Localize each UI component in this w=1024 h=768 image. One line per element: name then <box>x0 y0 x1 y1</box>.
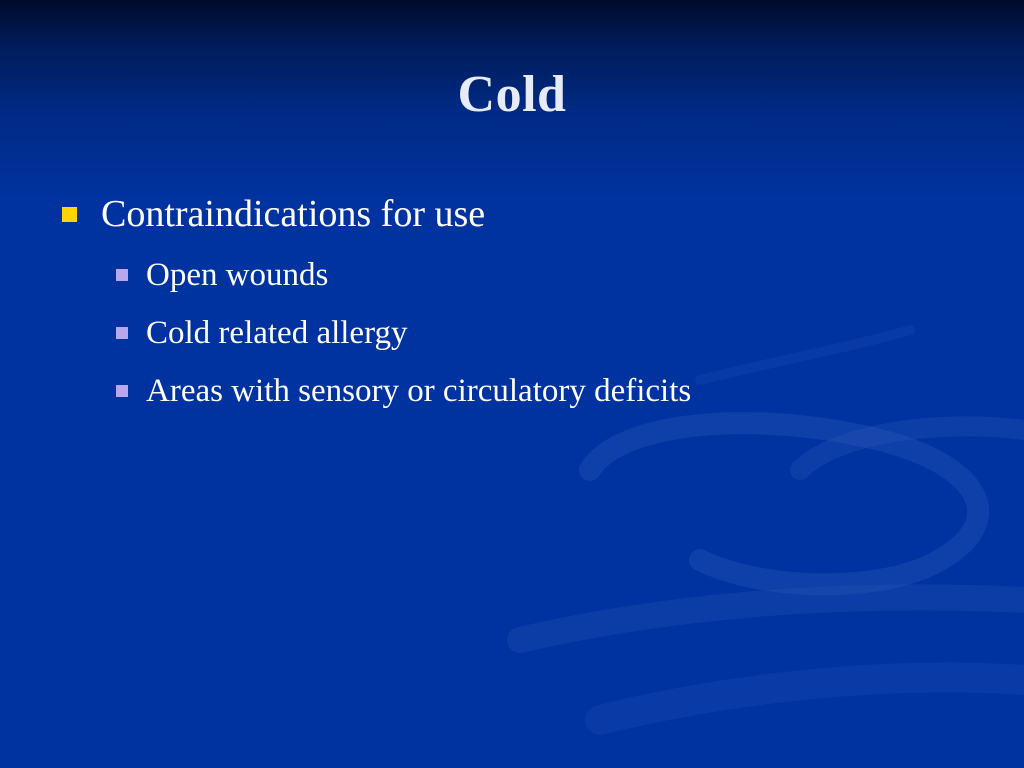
square-bullet-icon <box>116 327 128 339</box>
sub-bullet-text: Open wounds <box>146 256 329 293</box>
swirl-band-3 <box>520 597 1024 640</box>
sub-bullet-text: Areas with sensory or circulatory deficits <box>146 372 692 409</box>
sub-bullet-list <box>116 246 962 420</box>
swirl-band-1 <box>590 423 978 584</box>
swirl-band-4 <box>600 677 1024 720</box>
bullet-list <box>62 188 962 420</box>
square-bullet-icon <box>116 269 128 281</box>
bullet-item-contraindications <box>62 188 962 240</box>
sub-bullet-item-cold-allergy <box>116 304 962 362</box>
square-bullet-icon <box>62 207 77 222</box>
sub-bullet-item-open-wounds <box>116 246 962 304</box>
square-bullet-icon <box>116 385 128 397</box>
slide-title: Cold <box>457 66 567 123</box>
sub-bullet-text: Cold related allergy <box>146 314 408 351</box>
sub-bullet-item-sensory-deficits <box>116 362 962 420</box>
swirl-band-2 <box>800 426 1024 470</box>
bullet-text: Contraindications for use <box>101 193 486 235</box>
